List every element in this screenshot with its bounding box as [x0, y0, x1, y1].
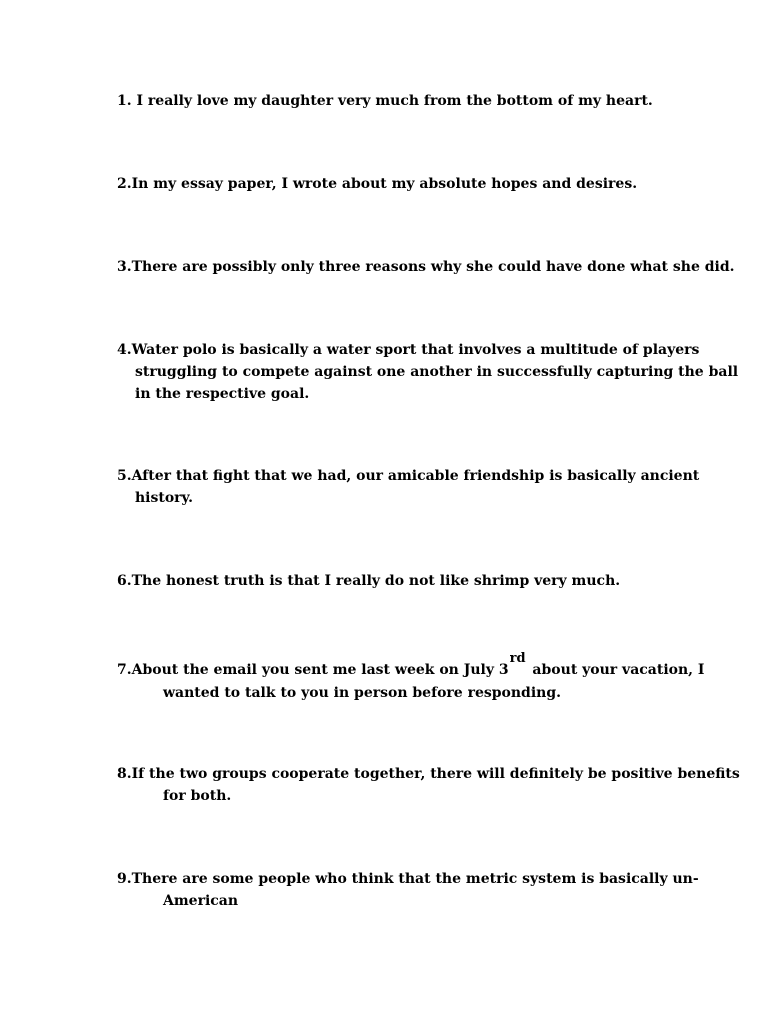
sentence-2-line-1: 2.In my essay paper, I wrote about my absolute hopes and desires.: [117, 176, 638, 192]
sentence-7-text-before: 7.About the email you sent me last week on July 3: [117, 662, 509, 678]
sentence-7: [117, 651, 705, 704]
sentence-7-line-2: wanted to talk to you in person before responding.: [163, 685, 562, 701]
sentence-7-text-after: about your vacation, I: [527, 662, 705, 678]
sentence-3: [117, 256, 735, 278]
sentence-8-line-2: for both.: [163, 788, 232, 804]
sentence-9: [117, 868, 699, 912]
ordinal-superscript: rd: [509, 651, 526, 666]
sentence-4-line-2: struggling to compete against one another in successfully capturing the ball: [135, 364, 739, 380]
sentence-6: [117, 570, 687, 592]
sentence-3-line-1: 3.There are possibly only three reasons why she could have done what she did.: [117, 259, 735, 275]
sentence-1: [117, 90, 687, 112]
sentence-9-line-1: 9.There are some people who think that the metric system is basically un-: [117, 871, 699, 887]
sentence-5: [117, 465, 700, 509]
sentence-5-line-2: history.: [135, 490, 193, 506]
sentence-2: [117, 173, 687, 195]
sentence-5-line-1: 5.After that fight that we had, our amicable friendship is basically ancient: [117, 468, 700, 484]
sentence-6-line-1: 6.The honest truth is that I really do not like shrimp very much.: [117, 573, 621, 589]
sentence-4-line-3: in the respective goal.: [135, 386, 310, 402]
sentence-9-line-2: American: [163, 893, 239, 909]
sentence-4-line-1: 4.Water polo is basically a water sport that involves a multitude of players: [117, 342, 700, 358]
sentence-7-line-1: [117, 651, 705, 682]
sentence-8: [117, 763, 740, 807]
sentence-1-line-1: 1. I really love my daughter very much from the bottom of my heart.: [117, 93, 653, 109]
sentence-4: [117, 339, 739, 405]
sentence-8-line-1: 8.If the two groups cooperate together, there will definitely be positive benefits: [117, 766, 740, 782]
